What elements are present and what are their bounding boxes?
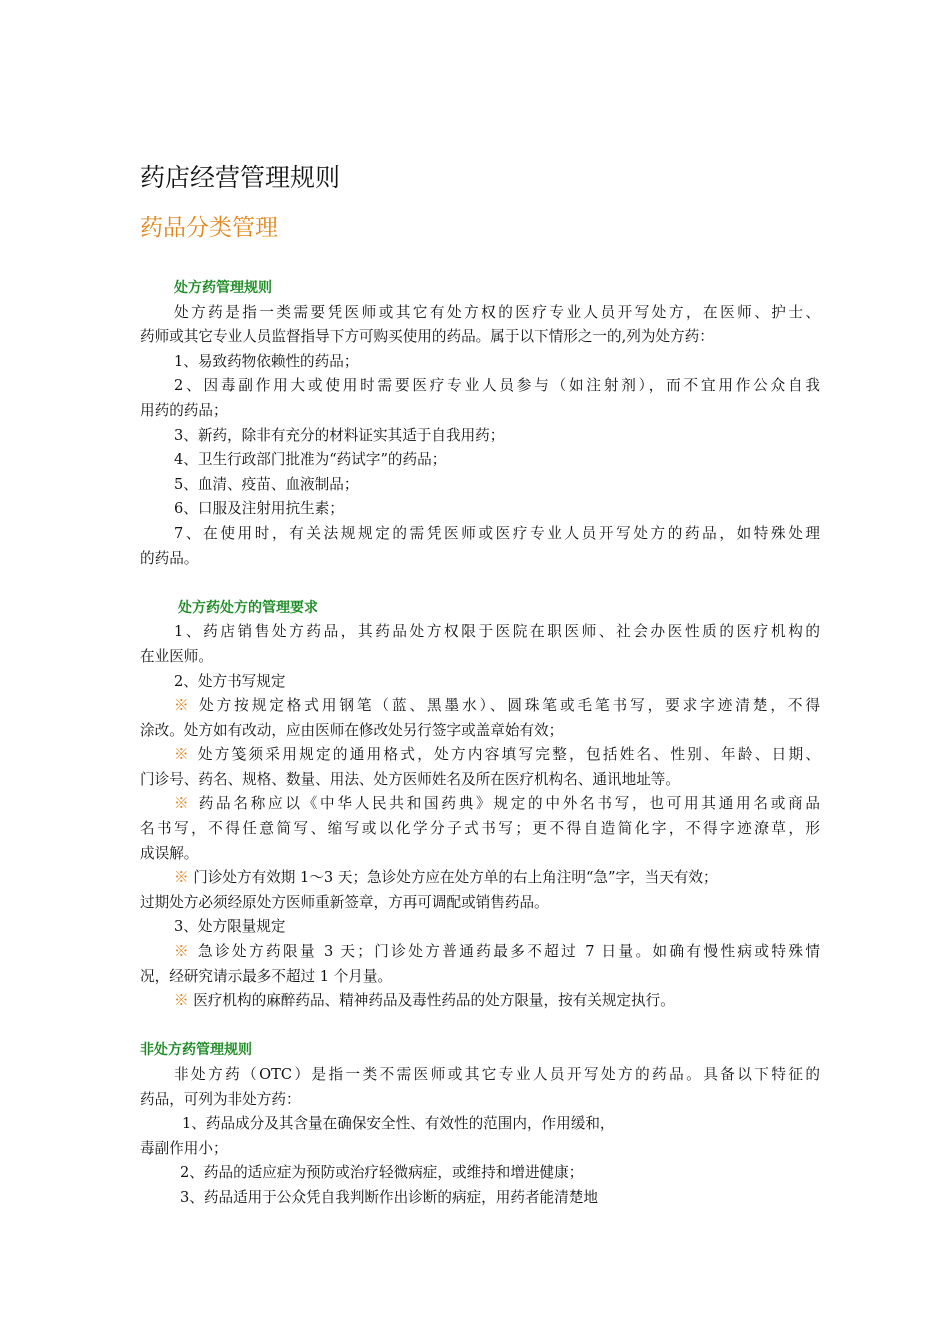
list-item-continued: 在业医师。 [140,647,213,665]
list-item-continued: 的药品。 [140,549,199,567]
reference-mark-icon: ※ [174,869,189,887]
bullet-item: ※ 急诊处方药限量 3 天；门诊处方普通药最多不超过 7 日量。如确有慢性病或特殊情 [174,943,820,961]
bullet-item-continued: 成误解。 [140,844,199,862]
paragraph-line: 非处方药（OTC）是指一类不需医师或其它专业人员开写处方的药品。具备以下特征的 [174,1066,820,1083]
document-body [140,276,820,1211]
page-title: 药店经营管理规则 [140,163,341,192]
list-item: 2、处方书写规定 [174,672,286,690]
bullet-item-continued: 过期处方必须经原处方医师重新签章，方再可调配或销售药品。 [140,893,549,911]
list-item: 1、药店销售处方药品，其药品处方权限于医院在职医师、社会办医性质的医疗机构的 [174,623,820,641]
otc-rules-heading: 非处方药管理规则 [140,1042,252,1059]
list-item: 3、处方限量规定 [174,918,286,936]
reference-mark-icon: ※ [174,992,189,1010]
list-item: 1、易致药物依赖性的药品； [174,352,359,370]
bullet-item: ※ 处方按规定格式用钢笔（蓝、黑墨水）、圆珠笔或毛笔书写，要求字迹清楚，不得 [174,697,820,715]
list-item: 2、因毒副作用大或使用时需要医疗专业人员参与（如注射剂），而不宜用作公众自我 [174,377,820,395]
rx-requirements-heading: 处方药处方的管理要求 [178,599,318,616]
list-item: 7、在使用时，有关法规规定的需凭医师或医疗专业人员开写处方的药品，如特殊处理 [174,524,820,542]
section-title: 药品分类管理 [140,215,278,241]
bullet-item: ※ 医疗机构的麻醉药品、精神药品及毒性药品的处方限量，按有关规定执行。 [174,992,675,1010]
bullet-item: ※ 药品名称应以《中华人民共和国药典》规定的中外名书写，也可用其通用名或商品 [174,795,820,813]
bullet-item-continued: 况，经研究请示最多不超过 1 个月量。 [140,967,393,985]
list-item: 1、药品成分及其含量在确保安全性、有效性的范围内，作用缓和， [182,1115,615,1133]
list-item-continued: 毒副作用小； [140,1139,228,1157]
list-item: 2、药品的适应症为预防或治疗轻微病症，或维持和增进健康； [180,1164,584,1182]
paragraph-line: 药品，可列为非处方药： [140,1090,301,1108]
bullet-item-continued: 名书写，不得任意简写、缩写或以化学分子式书写；更不得自造简化字，不得字迹潦草，形 [140,820,820,838]
reference-mark-icon: ※ [174,697,192,715]
list-item-continued: 用药的药品； [140,401,228,419]
list-item: 5、血清、疫苗、血液制品； [174,475,359,493]
reference-mark-icon: ※ [174,943,191,961]
rx-rules-heading: 处方药管理规则 [174,280,272,296]
list-item: 4、卫生行政部门批准为“药试字”的药品； [174,451,447,469]
bullet-item: ※ 处方笺须采用规定的通用格式，处方内容填写完整，包括姓名、性别、年龄、日期、 [174,746,820,764]
bullet-item-continued: 门诊号、药名、规格、数量、用法、处方医师姓名及所在医疗机构名、通讯地址等。 [140,770,680,788]
paragraph-line: 药师或其它专业人员监督指导下方可购买使用的药品。属于以下情形之一的,列为处方药： [140,328,714,346]
list-item: 6、口服及注射用抗生素； [174,500,344,518]
paragraph-line: 处方药是指一类需要凭医师或其它有处方权的医疗专业人员开写处方，在医师、护士、 [174,303,820,321]
list-item: 3、药品适用于公众凭自我判断作出诊断的病症，用药者能清楚地 [180,1188,598,1206]
bullet-item: ※ 门诊处方有效期 1～3 天；急诊处方应在处方单的右上角注明“急”字，当天有效； [174,869,718,887]
reference-mark-icon: ※ [174,746,191,764]
bullet-item-continued: 涂改。处方如有改动，应由医师在修改处另行签字或盖章始有效； [140,721,564,739]
reference-mark-icon: ※ [174,795,192,813]
list-item: 3、新药，除非有充分的材料证实其适于自我用药； [174,426,505,444]
